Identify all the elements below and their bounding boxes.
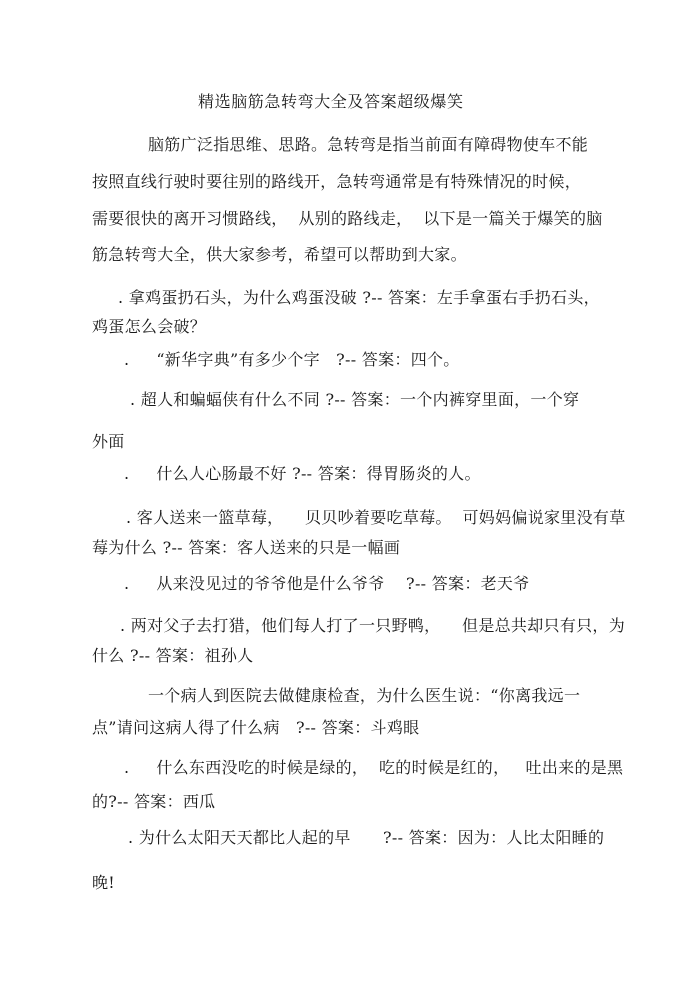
item-7-line-1: . 两对父子去打猎，他们每人打了一只野鸭， 但是总共却只有只，为 bbox=[120, 616, 626, 635]
item-3-line-2: 外面 bbox=[92, 432, 125, 451]
item-6-line-1: . 从来没见过的爷爷他是什么爷爷 ?-- 答案：老天爷 bbox=[124, 574, 530, 593]
item-4-line-1: . 什么人心肠最不好 ?-- 答案：得胃肠炎的人。 bbox=[124, 464, 481, 483]
intro-line-1: 脑筋广泛指思维、思路。急转弯是指当前面有障碍物使车不能 bbox=[148, 135, 589, 154]
item-1-line-2: 鸡蛋怎么会破？ bbox=[92, 317, 207, 336]
item-1-line-1: . 拿鸡蛋扔石头，为什么鸡蛋没破 ?-- 答案：左手拿蛋右手扔石头， bbox=[118, 288, 600, 307]
item-5-line-1: . 客人送来一篮草莓， 贝贝吵着要吃草莓。 可妈妈偏说家里没有草 bbox=[126, 508, 626, 527]
item-10-line-2: 晚! bbox=[92, 873, 116, 892]
item-5-line-2: 莓为什么 ?-- 答案：客人送来的只是一幅画 bbox=[92, 538, 401, 557]
intro-line-3: 需要很快的离开习惯路线， 从别的路线走， 以下是一篇关于爆笑的脑 bbox=[92, 209, 603, 228]
item-8-line-2: 点”请问这病人得了什么病 ?-- 答案：斗鸡眼 bbox=[92, 718, 420, 737]
item-9-line-2: 的?-- 答案：西瓜 bbox=[92, 792, 216, 811]
intro-line-2: 按照直线行驶时要往别的路线开，急转弯通常是有特殊情况的时候， bbox=[92, 172, 582, 191]
document-title: 精选脑筋急转弯大全及答案超级爆笑 bbox=[198, 92, 464, 111]
item-8-line-1: 一个病人到医院去做健康检查，为什么医生说：“你离我远一 bbox=[148, 686, 581, 705]
item-2-line-1: . “新华字典”有多少个字 ?-- 答案：四个。 bbox=[124, 350, 460, 369]
item-10-line-1: . 为什么太阳天天都比人起的早 ?-- 答案：因为：人比太阳睡的 bbox=[128, 828, 605, 847]
item-9-line-1: . 什么东西没吃的时候是绿的， 吃的时候是红的， 吐出来的是黑 bbox=[124, 758, 624, 777]
item-3-line-1: . 超人和蝙蝠侠有什么不同 ?-- 答案：一个内裤穿里面，一个穿 bbox=[130, 390, 580, 409]
intro-line-4: 筋急转弯大全，供大家参考，希望可以帮助到大家。 bbox=[92, 245, 467, 264]
item-7-line-2: 什么 ?-- 答案：祖孙人 bbox=[92, 646, 254, 665]
